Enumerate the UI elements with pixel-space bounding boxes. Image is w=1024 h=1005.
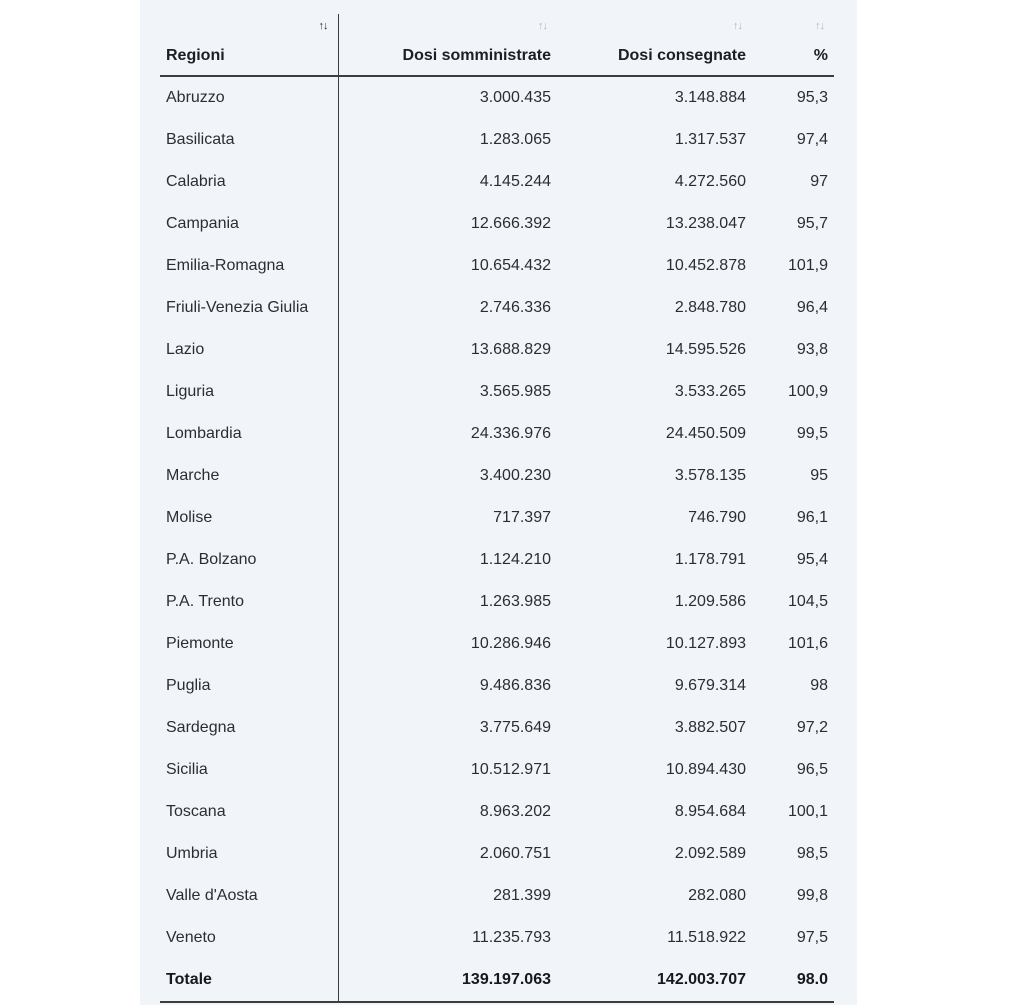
cell-region: Lazio (160, 329, 338, 371)
cell-percent: 95,7 (796, 215, 828, 232)
cell-delivered: 10.894.430 (665, 761, 746, 778)
cell-administered: 24.336.976 (470, 425, 551, 442)
cell-region: P.A. Bolzano (160, 539, 338, 581)
cell-delivered: 3.533.265 (674, 383, 746, 400)
cell-total-administered: 139.197.063 (338, 959, 557, 1002)
cell-region: Calabria (160, 161, 338, 203)
table-row (160, 539, 834, 581)
table-row (160, 749, 834, 791)
column-header-label: Dosi consegnate (617, 47, 746, 64)
cell-percent: 99,8 (796, 887, 828, 904)
table-row (160, 413, 834, 455)
cell-percent: 95 (810, 467, 828, 484)
cell-total-label: Totale (160, 959, 338, 1002)
table-panel (140, 0, 857, 1005)
cell-administered: 9.486.836 (479, 677, 551, 694)
cell-administered: 13.688.829 (470, 341, 551, 358)
sort-arrows-icon[interactable]: ↑↓ (538, 20, 547, 32)
column-header-administered[interactable] (338, 14, 557, 76)
table-row (160, 287, 834, 329)
table-row (160, 833, 834, 875)
cell-delivered: 4.272.560 (674, 173, 746, 190)
cell-administered: 281.399 (493, 887, 551, 904)
table-row (160, 665, 834, 707)
cell-administered: 4.145.244 (479, 173, 551, 190)
cell-percent: 96,5 (796, 761, 828, 778)
cell-delivered: 3.148.884 (674, 89, 746, 106)
cell-delivered: 8.954.684 (674, 803, 746, 820)
header-row (160, 14, 834, 76)
cell-delivered: 1.317.537 (674, 131, 746, 148)
cell-administered: 1.124.210 (479, 551, 551, 568)
cell-administered: 10.286.946 (470, 635, 551, 652)
cell-delivered: 10.127.893 (665, 635, 746, 652)
cell-region: Umbria (160, 833, 338, 875)
table-body (160, 76, 834, 1002)
table-row (160, 119, 834, 161)
cell-delivered: 10.452.878 (665, 257, 746, 274)
cell-total-delivered: 142.003.707 (557, 959, 752, 1002)
table-row (160, 203, 834, 245)
cell-delivered: 3.578.135 (674, 467, 746, 484)
cell-administered: 12.666.392 (470, 215, 551, 232)
column-header-regions[interactable] (160, 14, 338, 76)
cell-region: Lombardia (160, 413, 338, 455)
table-row (160, 161, 834, 203)
cell-region: Marche (160, 455, 338, 497)
cell-delivered: 1.209.586 (674, 593, 746, 610)
cell-delivered: 3.882.507 (674, 719, 746, 736)
cell-administered: 3.565.985 (479, 383, 551, 400)
cell-administered: 10.512.971 (470, 761, 551, 778)
cell-percent: 100,9 (787, 383, 828, 400)
table-row (160, 623, 834, 665)
cell-percent: 97 (810, 173, 828, 190)
cell-delivered: 14.595.526 (665, 341, 746, 358)
cell-total-percent: 98.0 (752, 959, 834, 1002)
cell-administered: 11.235.793 (472, 929, 551, 946)
table-row (160, 497, 834, 539)
sort-arrows-icon[interactable]: ↑↓ (318, 20, 328, 32)
table-header (160, 14, 834, 76)
cell-region: Abruzzo (160, 76, 338, 119)
cell-administered: 3.400.230 (479, 467, 551, 484)
cell-percent: 97,5 (796, 929, 828, 946)
cell-region: Puglia (160, 665, 338, 707)
cell-delivered: 746.790 (688, 509, 746, 526)
table-row (160, 875, 834, 917)
cell-percent: 97,4 (796, 131, 828, 148)
cell-region: Molise (160, 497, 338, 539)
cell-administered: 3.000.435 (479, 89, 551, 106)
cell-delivered: 24.450.509 (665, 425, 746, 442)
cell-administered: 2.746.336 (479, 299, 551, 316)
cell-administered: 8.963.202 (479, 803, 551, 820)
cell-region: Sicilia (160, 749, 338, 791)
cell-region: Friuli-Venezia Giulia (160, 287, 338, 329)
cell-percent: 96,1 (796, 509, 828, 526)
cell-region: Veneto (160, 917, 338, 959)
cell-delivered: 9.679.314 (674, 677, 746, 694)
cell-region: Basilicata (160, 119, 338, 161)
table-row (160, 581, 834, 623)
cell-region: P.A. Trento (160, 581, 338, 623)
cell-region: Emilia-Romagna (160, 245, 338, 287)
cell-percent: 101,9 (787, 257, 828, 274)
cell-administered: 717.397 (493, 509, 551, 526)
column-header-label: Regioni (166, 47, 225, 64)
cell-percent: 98,5 (796, 845, 828, 862)
table-row (160, 371, 834, 413)
cell-region: Campania (160, 203, 338, 245)
cell-percent: 104,5 (787, 593, 828, 610)
cell-percent: 98 (810, 677, 828, 694)
cell-administered: 1.283.065 (479, 131, 551, 148)
cell-delivered: 1.178.791 (674, 551, 746, 568)
cell-percent: 101,6 (787, 635, 828, 652)
column-header-delivered[interactable] (557, 14, 752, 76)
cell-administered: 10.654.432 (470, 257, 551, 274)
cell-delivered: 11.518.922 (667, 929, 746, 946)
cell-delivered: 13.238.047 (665, 215, 746, 232)
cell-percent: 100,1 (787, 803, 828, 820)
table-row (160, 707, 834, 749)
sort-arrows-icon[interactable]: ↑↓ (733, 20, 742, 32)
cell-region: Valle d'Aosta (160, 875, 338, 917)
table-row (160, 791, 834, 833)
cell-administered: 3.775.649 (479, 719, 551, 736)
table-row (160, 76, 834, 119)
table-row (160, 245, 834, 287)
cell-region: Sardegna (160, 707, 338, 749)
table-row (160, 917, 834, 959)
table-total-row (160, 959, 834, 1002)
cell-delivered: 2.092.589 (674, 845, 746, 862)
cell-delivered: 2.848.780 (674, 299, 746, 316)
cell-percent: 96,4 (796, 299, 828, 316)
cell-percent: 97,2 (796, 719, 828, 736)
cell-percent: 99,5 (796, 425, 828, 442)
column-header-percent[interactable] (752, 14, 834, 76)
table-row (160, 455, 834, 497)
column-header-label: % (813, 47, 828, 64)
cell-region: Piemonte (160, 623, 338, 665)
cell-administered: 2.060.751 (479, 845, 551, 862)
column-header-label: Dosi somministrate (402, 47, 551, 64)
cell-administered: 1.263.985 (479, 593, 551, 610)
table-row (160, 329, 834, 371)
cell-percent: 93,8 (796, 341, 828, 358)
cell-delivered: 282.080 (688, 887, 746, 904)
vaccine-doses-table (160, 14, 834, 1003)
sort-arrows-icon[interactable]: ↑↓ (815, 20, 824, 32)
cell-region: Toscana (160, 791, 338, 833)
cell-percent: 95,3 (796, 89, 828, 106)
cell-region: Liguria (160, 371, 338, 413)
cell-percent: 95,4 (796, 551, 828, 568)
